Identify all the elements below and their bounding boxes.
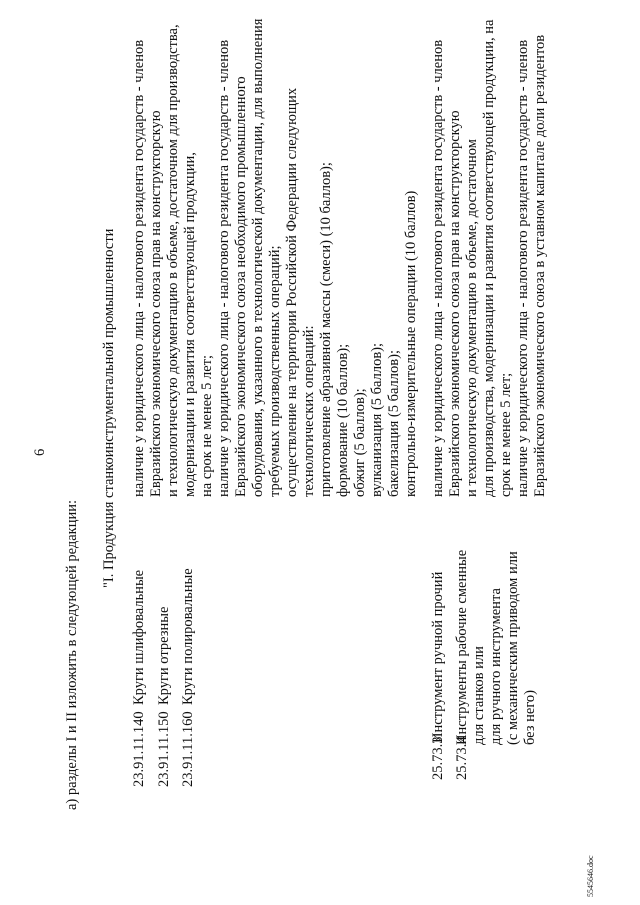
req-line: Евразийского экономического союза прав на конструкторскую (148, 110, 164, 497)
req-line: вулканизация (5 баллов); (369, 342, 385, 497)
row-name-multiline (454, 550, 539, 745)
req-line: наличие у юридического лица - налогового резидента государств - членов (515, 39, 531, 497)
req-line: наличие у юридического лица - налогового резидента государств - членов (131, 39, 147, 497)
req-line: модернизации и развития соответствующей продукции, (182, 152, 198, 497)
req-line: Евразийского экономического союза прав на конструкторскую (447, 110, 463, 497)
row-code: 25.73.3 (430, 736, 446, 780)
req-line: приготовление абразивной массы (смеси) (10 баллов); (318, 162, 334, 497)
req-line: формование (10 баллов); (335, 343, 351, 497)
req-line: бакелизация (5 баллов); (386, 350, 402, 497)
req-line: контрольно-измерительные операции (10 баллов) (403, 190, 419, 497)
requirements-block (430, 20, 549, 497)
name-line: Инструменты рабочие сменные (454, 549, 470, 745)
row-name: Круги отрезные (156, 606, 172, 705)
req-line: и технологическую документацию в объеме, достаточном (464, 139, 480, 497)
req-line: для производства, модернизации и развития соответствующей продукции, на (481, 19, 497, 497)
row-code: 23.91.11.140 (131, 711, 147, 787)
row-code: 23.91.11.160 (180, 711, 196, 787)
row-name: Круги шлифовальные (131, 569, 147, 705)
req-line: срок не менее 5 лет; (498, 372, 514, 497)
page-number: 6 (32, 448, 48, 456)
name-line: для ручного инструмента (488, 588, 504, 745)
req-line: технологических операций: (301, 325, 317, 497)
row-code: 23.91.11.150 (156, 711, 172, 787)
row-code: 25.73.4 (454, 736, 470, 780)
req-line: осуществление на территории Российской Федерации следующих (284, 87, 300, 497)
requirements-block (131, 19, 420, 497)
req-line: обжиг (5 баллов); (352, 388, 368, 497)
footer-doc-code: 5545646.doc (586, 855, 595, 897)
req-line: на срок не менее 5 лет; (199, 354, 215, 497)
row-name: Круги полировальные (180, 568, 196, 705)
req-line: наличие у юридического лица - налогового резидента государств - членов (216, 39, 232, 497)
req-line: оборудования, указанного в технологической документации, для выполнения (250, 18, 266, 497)
name-line: без него) (522, 689, 538, 745)
req-line: Евразийского экономического союза необходимого промышленного (233, 76, 249, 497)
section-title: "I. Продукция станкоинструментальной промышленности (101, 228, 117, 588)
req-line: и технологическую документацию в объеме, достаточном для производства, (165, 24, 181, 497)
req-line: Евразийского экономического союза в уставном капитале доли резидентов (532, 34, 548, 497)
intro-text: а) разделы I и II изложить в следующей редакции: (64, 499, 80, 810)
req-line: наличие у юридического лица - налогового резидента государств - членов (430, 39, 446, 497)
row-name: Инструмент ручной прочий (430, 571, 446, 743)
name-line: (с механическим приводом или (505, 551, 521, 745)
name-line: для станков или (471, 646, 487, 745)
req-line: требуемых производственных операций; (267, 245, 283, 497)
